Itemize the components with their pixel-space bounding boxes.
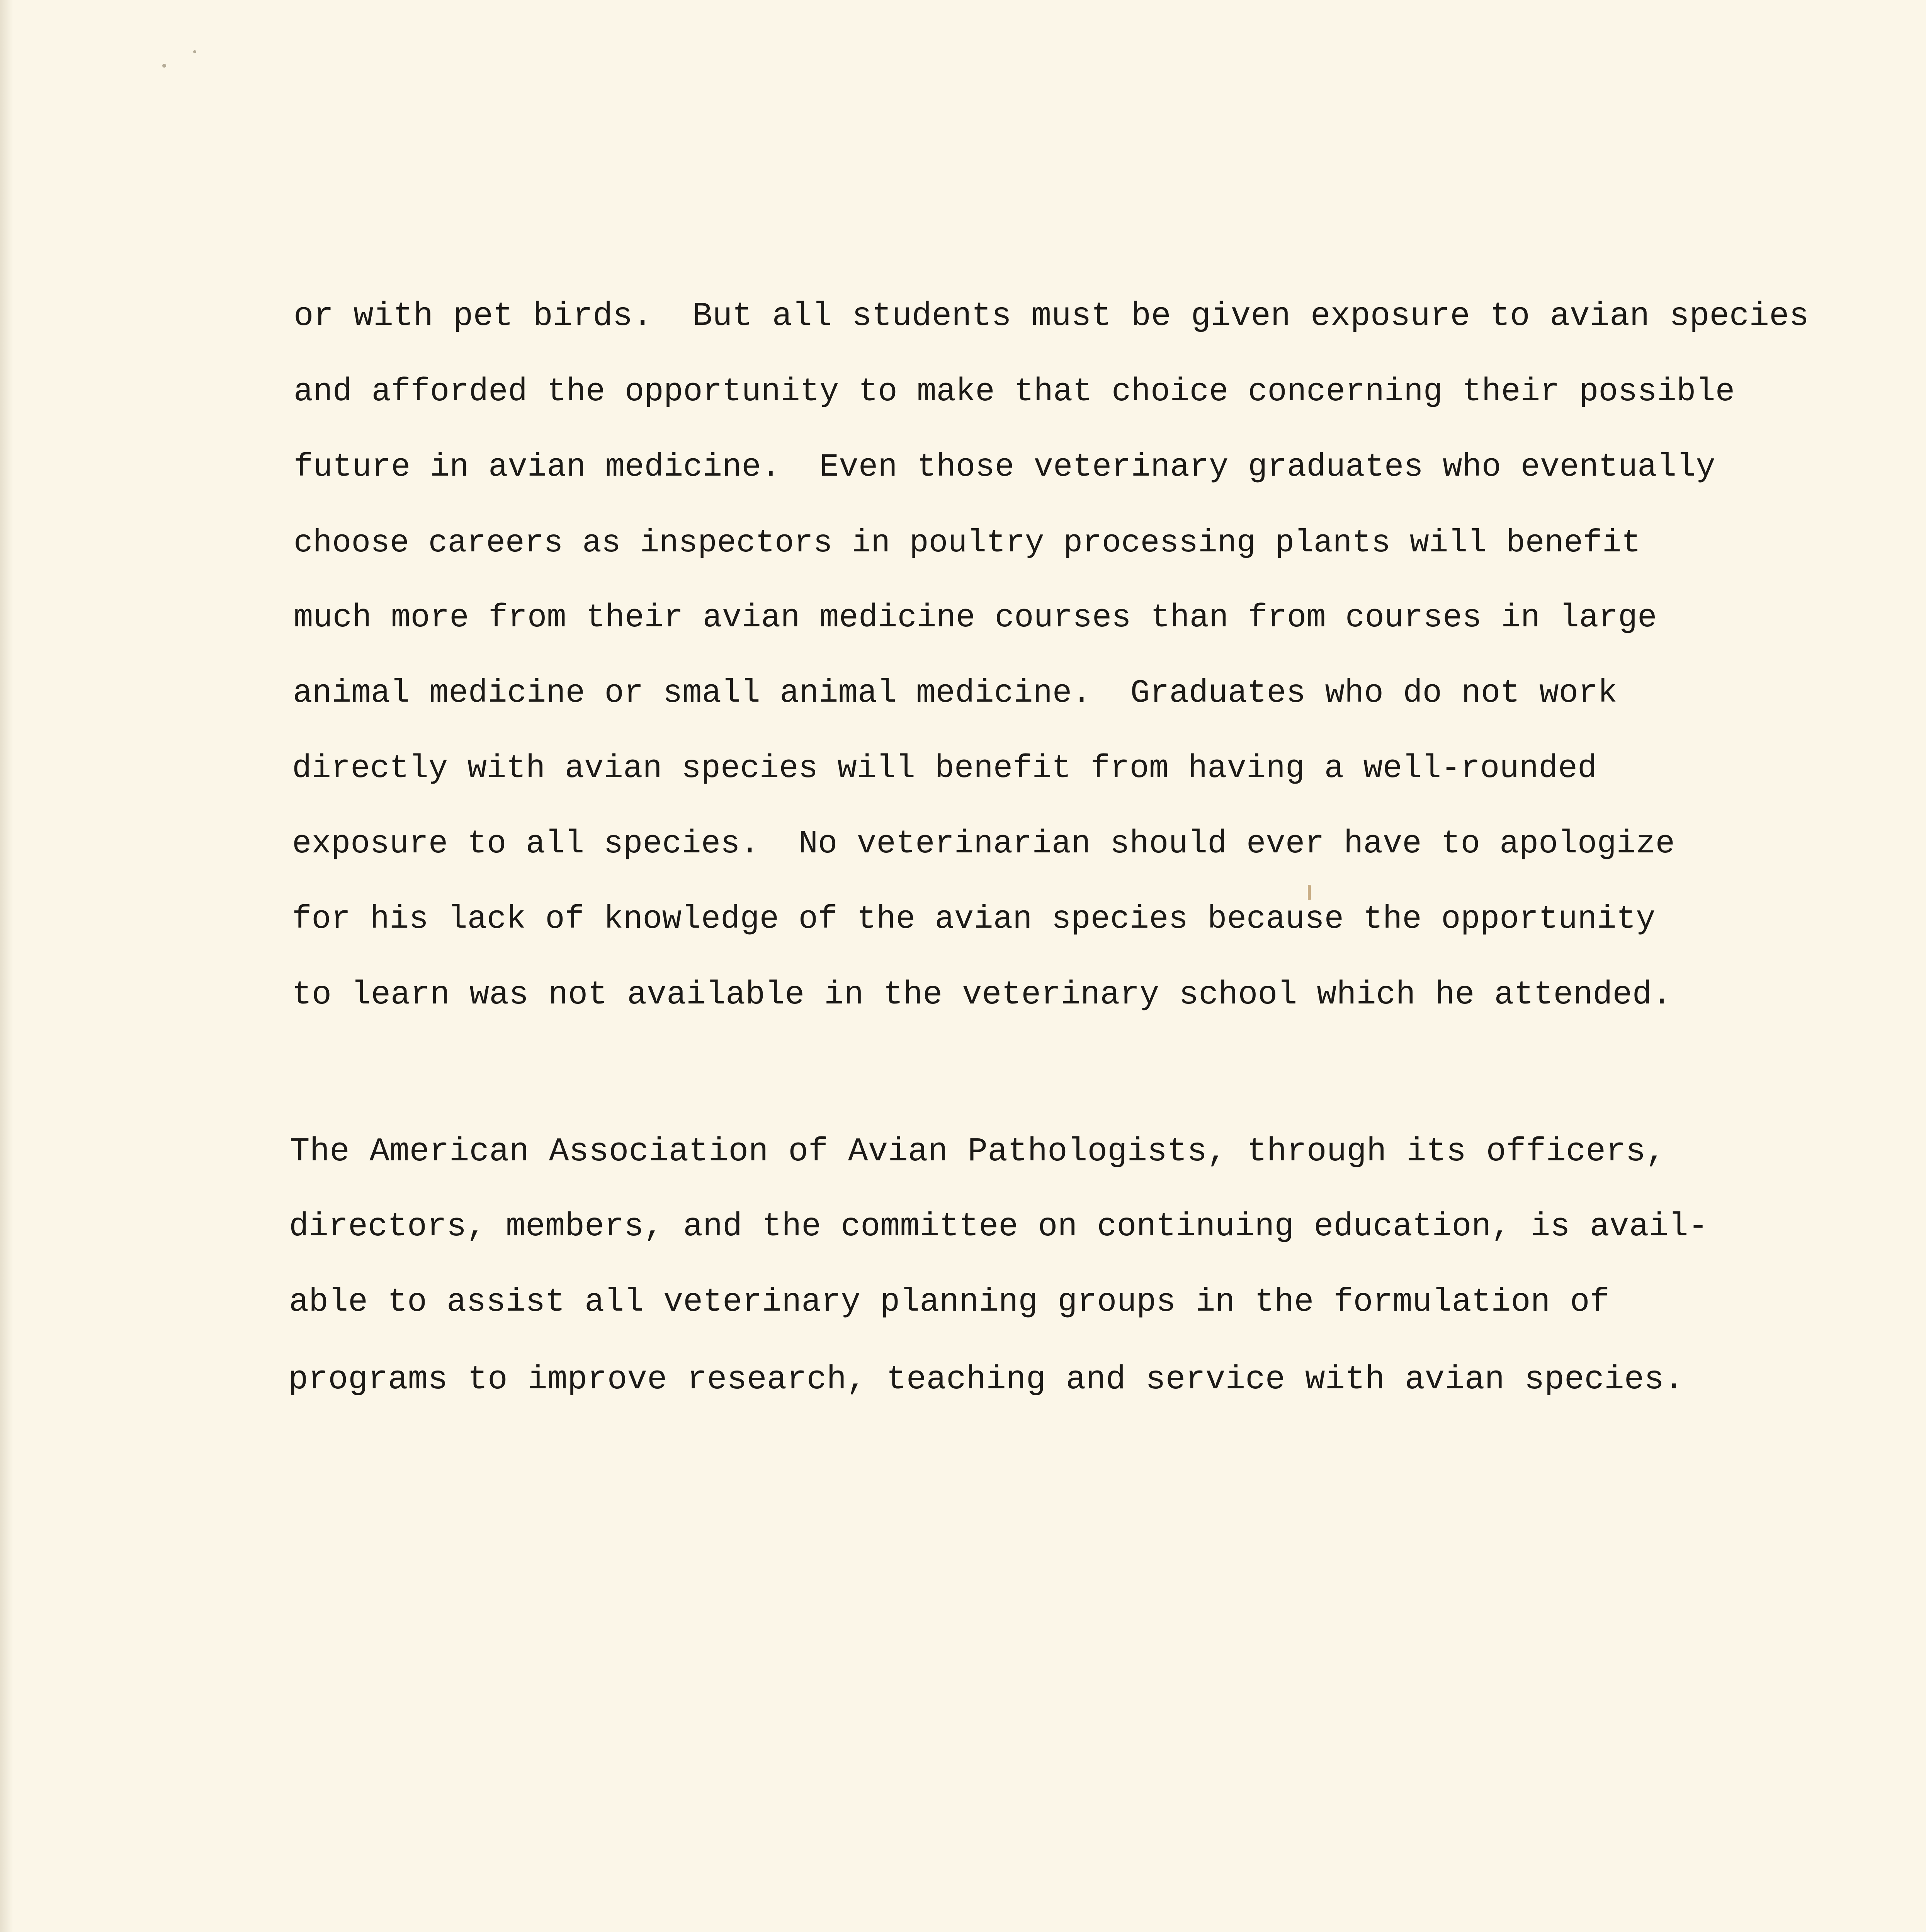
- paragraph-line: exposure to all species. No veterinarian should ever have to apologize: [292, 826, 1675, 862]
- paragraph-line: or with pet birds. But all students must be given exposure to avian species: [294, 297, 1809, 335]
- paper-speck: [1308, 885, 1311, 900]
- paragraph-line: future in avian medicine. Even those veterinary graduates who eventually: [294, 449, 1715, 486]
- paragraph-line: much more from their avian medicine courses than from courses in large: [294, 600, 1657, 636]
- paragraph-line: for his lack of knowledge of the avian species because the opportunity: [292, 901, 1656, 938]
- paper-speck: [193, 50, 196, 53]
- paragraph-line: choose careers as inspectors in poultry processing plants will benefit: [294, 525, 1641, 561]
- paper-speck: [162, 64, 166, 68]
- page-edge-shadow: [0, 0, 13, 1932]
- paragraph-line: and afforded the opportunity to make that choice concerning their possible: [294, 374, 1735, 410]
- paragraph-line: The American Association of Avian Pathologists, through its officers,: [290, 1133, 1666, 1170]
- paragraph-line: programs to improve research, teaching and service with avian species.: [288, 1361, 1684, 1398]
- paragraph-line: directly with avian species will benefit from having a well-rounded: [292, 750, 1597, 787]
- paragraph-line: able to assist all veterinary planning groups in the formulation of: [289, 1283, 1610, 1321]
- paragraph-line: directors, members, and the committee on continuing education, is avail-: [289, 1208, 1708, 1245]
- paragraph-line: to learn was not available in the veterinary school which he attended.: [292, 976, 1672, 1014]
- paragraph-line: animal medicine or small animal medicine. Graduates who do not work: [293, 675, 1617, 712]
